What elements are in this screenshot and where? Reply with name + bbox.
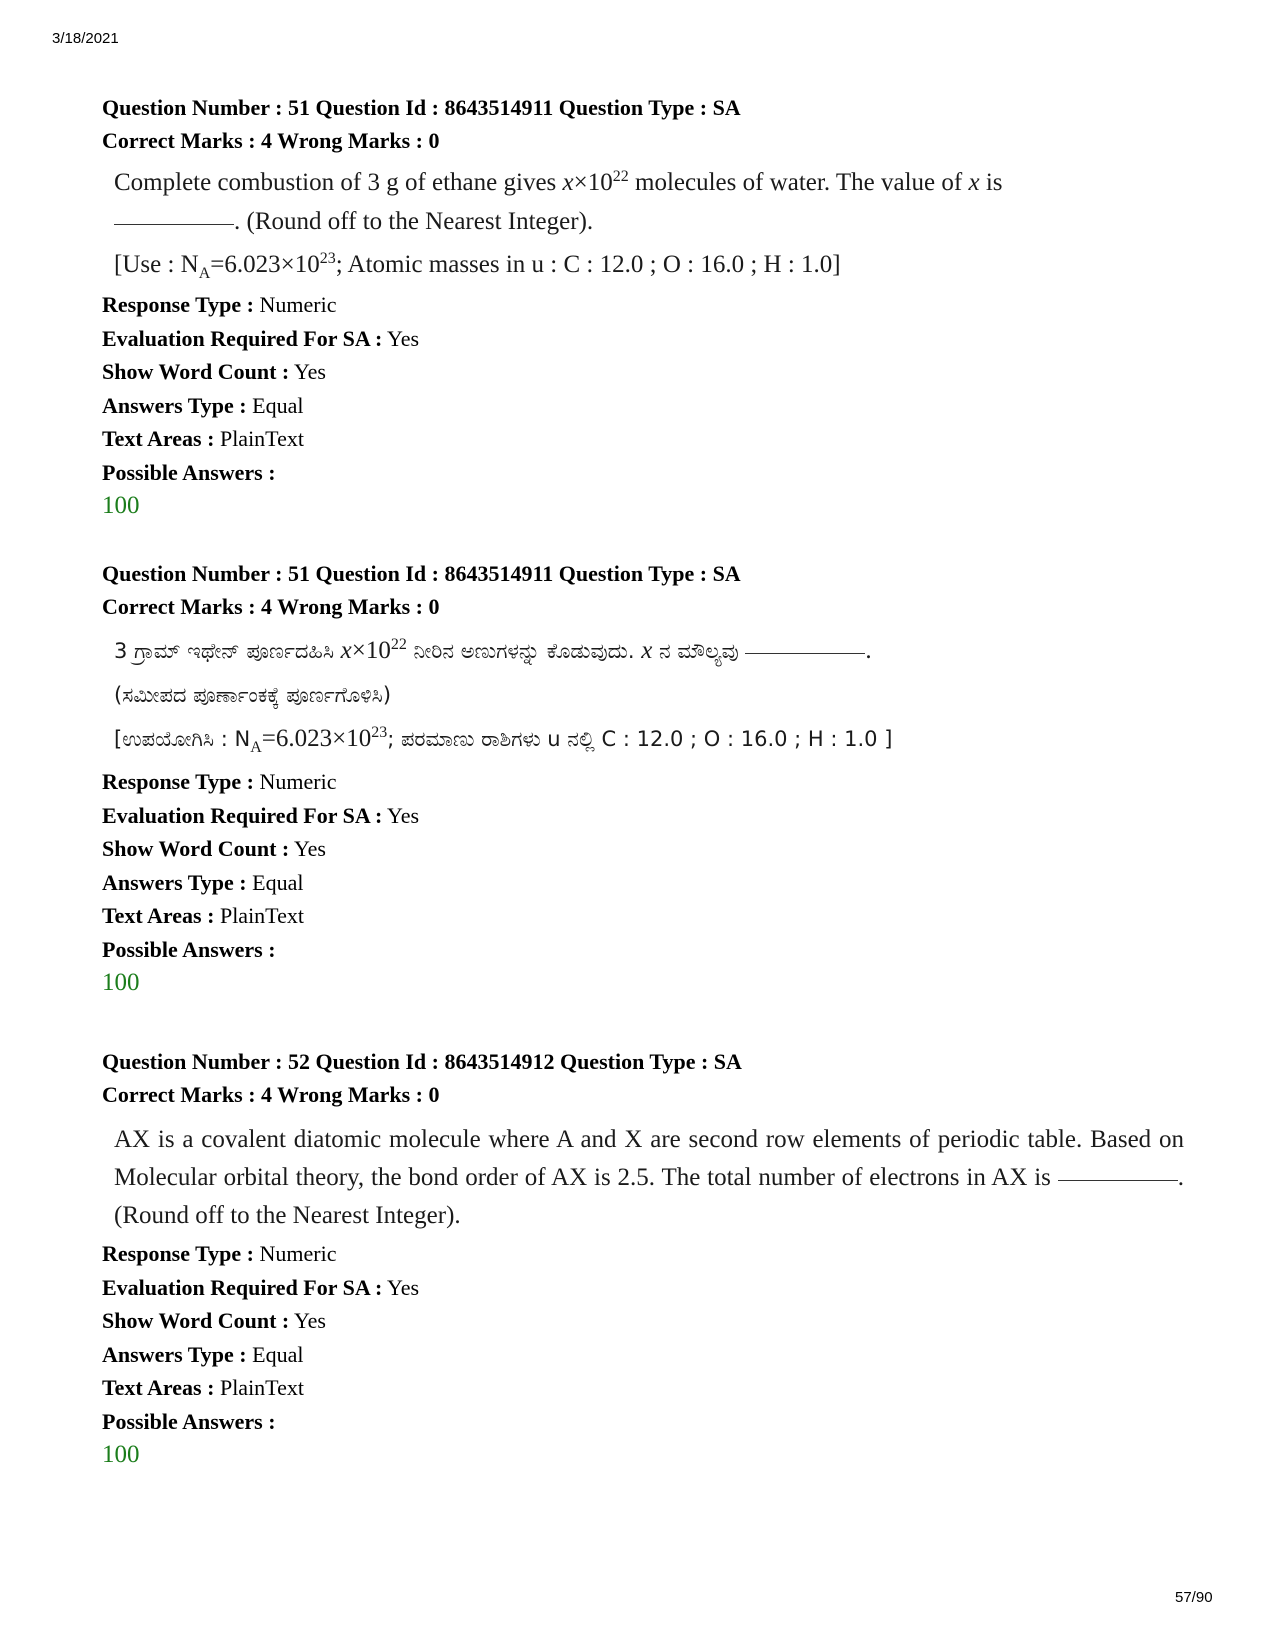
question-text: AX is a covalent diatomic molecule where A and X are second row elements of periodic table. Based on Molecular orbital theory, the bond order of AX is 2.5. The total number of electrons in AX is . (Round off to the Nearest Integer).	[114, 1126, 1184, 1229]
question-marks: Correct Marks : 4 Wrong Marks : 0	[102, 1082, 440, 1107]
question-block	[102, 557, 1192, 1000]
page-number: 57/90	[1175, 1589, 1213, 1606]
possible-answers-label: Possible Answers :	[102, 459, 276, 485]
question-marks: Correct Marks : 4 Wrong Marks : 0	[102, 128, 440, 153]
answer-blank	[1058, 1179, 1178, 1181]
possible-answer-value: 100	[102, 969, 140, 996]
response-type: Response Type : Numeric	[102, 769, 337, 794]
answer-blank	[114, 223, 234, 225]
answers-type: Answers Type : Equal	[102, 392, 304, 418]
question-text: Complete combustion of 3 g of ethane gives $x\times 10^{22}$ molecules of water. The value of x is . (Round off to the Nearest Integer). [Use : $N_A=6.023\times 10^{23}$; Atomic masses in u : C : 12.0 ; O : 16.0 ; H : 1.0]	[114, 168, 1003, 282]
possible-answers-label: Possible Answers :	[102, 1408, 276, 1434]
answers-type: Answers Type : Equal	[102, 869, 304, 895]
question-heading: Question Number : 52 Question Id : 8643514912 Question Type : SA	[102, 1049, 742, 1074]
question-heading: Question Number : 51 Question Id : 8643514911 Question Type : SA	[102, 95, 741, 120]
question-text: 3 ಗ್ರಾಮ್ ಇಥೇನ್ ಪೂರ್ಣದಹಿಸಿ $x\times 10^{22}$ ನೀರಿನ ಅಣುಗಳನ್ನು ಕೊಡುವುದು. x ನ ಮೌಲ್ಯವು . (ಸಮೀಪದ ಪೂರ್ಣಾಂಕಕ್ಕೆ ಪೂರ್ಣಗೊಳಿಸಿ) [ಉಪಯೋಗಿಸಿ : $N_A=6.023\times 10^{23}$; ಪರಮಾಣು ರಾಶಿಗಳು u ನಲ್ಲಿ C : 12.0 ; O : 16.0 ; H : 1.0 ]	[114, 636, 893, 756]
evaluation-required: Evaluation Required For SA : Yes	[102, 1274, 420, 1300]
evaluation-required: Evaluation Required For SA : Yes	[102, 802, 420, 828]
question-block	[102, 91, 1192, 523]
response-type: Response Type : Numeric	[102, 292, 337, 317]
evaluation-required: Evaluation Required For SA : Yes	[102, 325, 420, 351]
show-word-count: Show Word Count : Yes	[102, 1308, 326, 1333]
show-word-count: Show Word Count : Yes	[102, 359, 326, 384]
show-word-count: Show Word Count : Yes	[102, 836, 326, 861]
possible-answer-value: 100	[102, 492, 140, 519]
possible-answers-label: Possible Answers :	[102, 936, 276, 962]
answers-type: Answers Type : Equal	[102, 1341, 304, 1367]
answer-blank	[745, 652, 865, 654]
print-date: 3/18/2021	[52, 30, 119, 47]
possible-answer-value: 100	[102, 1441, 140, 1468]
question-heading: Question Number : 51 Question Id : 8643514911 Question Type : SA	[102, 561, 741, 586]
text-areas: Text Areas : PlainText	[102, 426, 304, 451]
text-areas: Text Areas : PlainText	[102, 903, 304, 928]
question-marks: Correct Marks : 4 Wrong Marks : 0	[102, 594, 440, 619]
text-areas: Text Areas : PlainText	[102, 1375, 304, 1400]
question-block	[102, 1045, 1192, 1472]
response-type: Response Type : Numeric	[102, 1241, 337, 1266]
